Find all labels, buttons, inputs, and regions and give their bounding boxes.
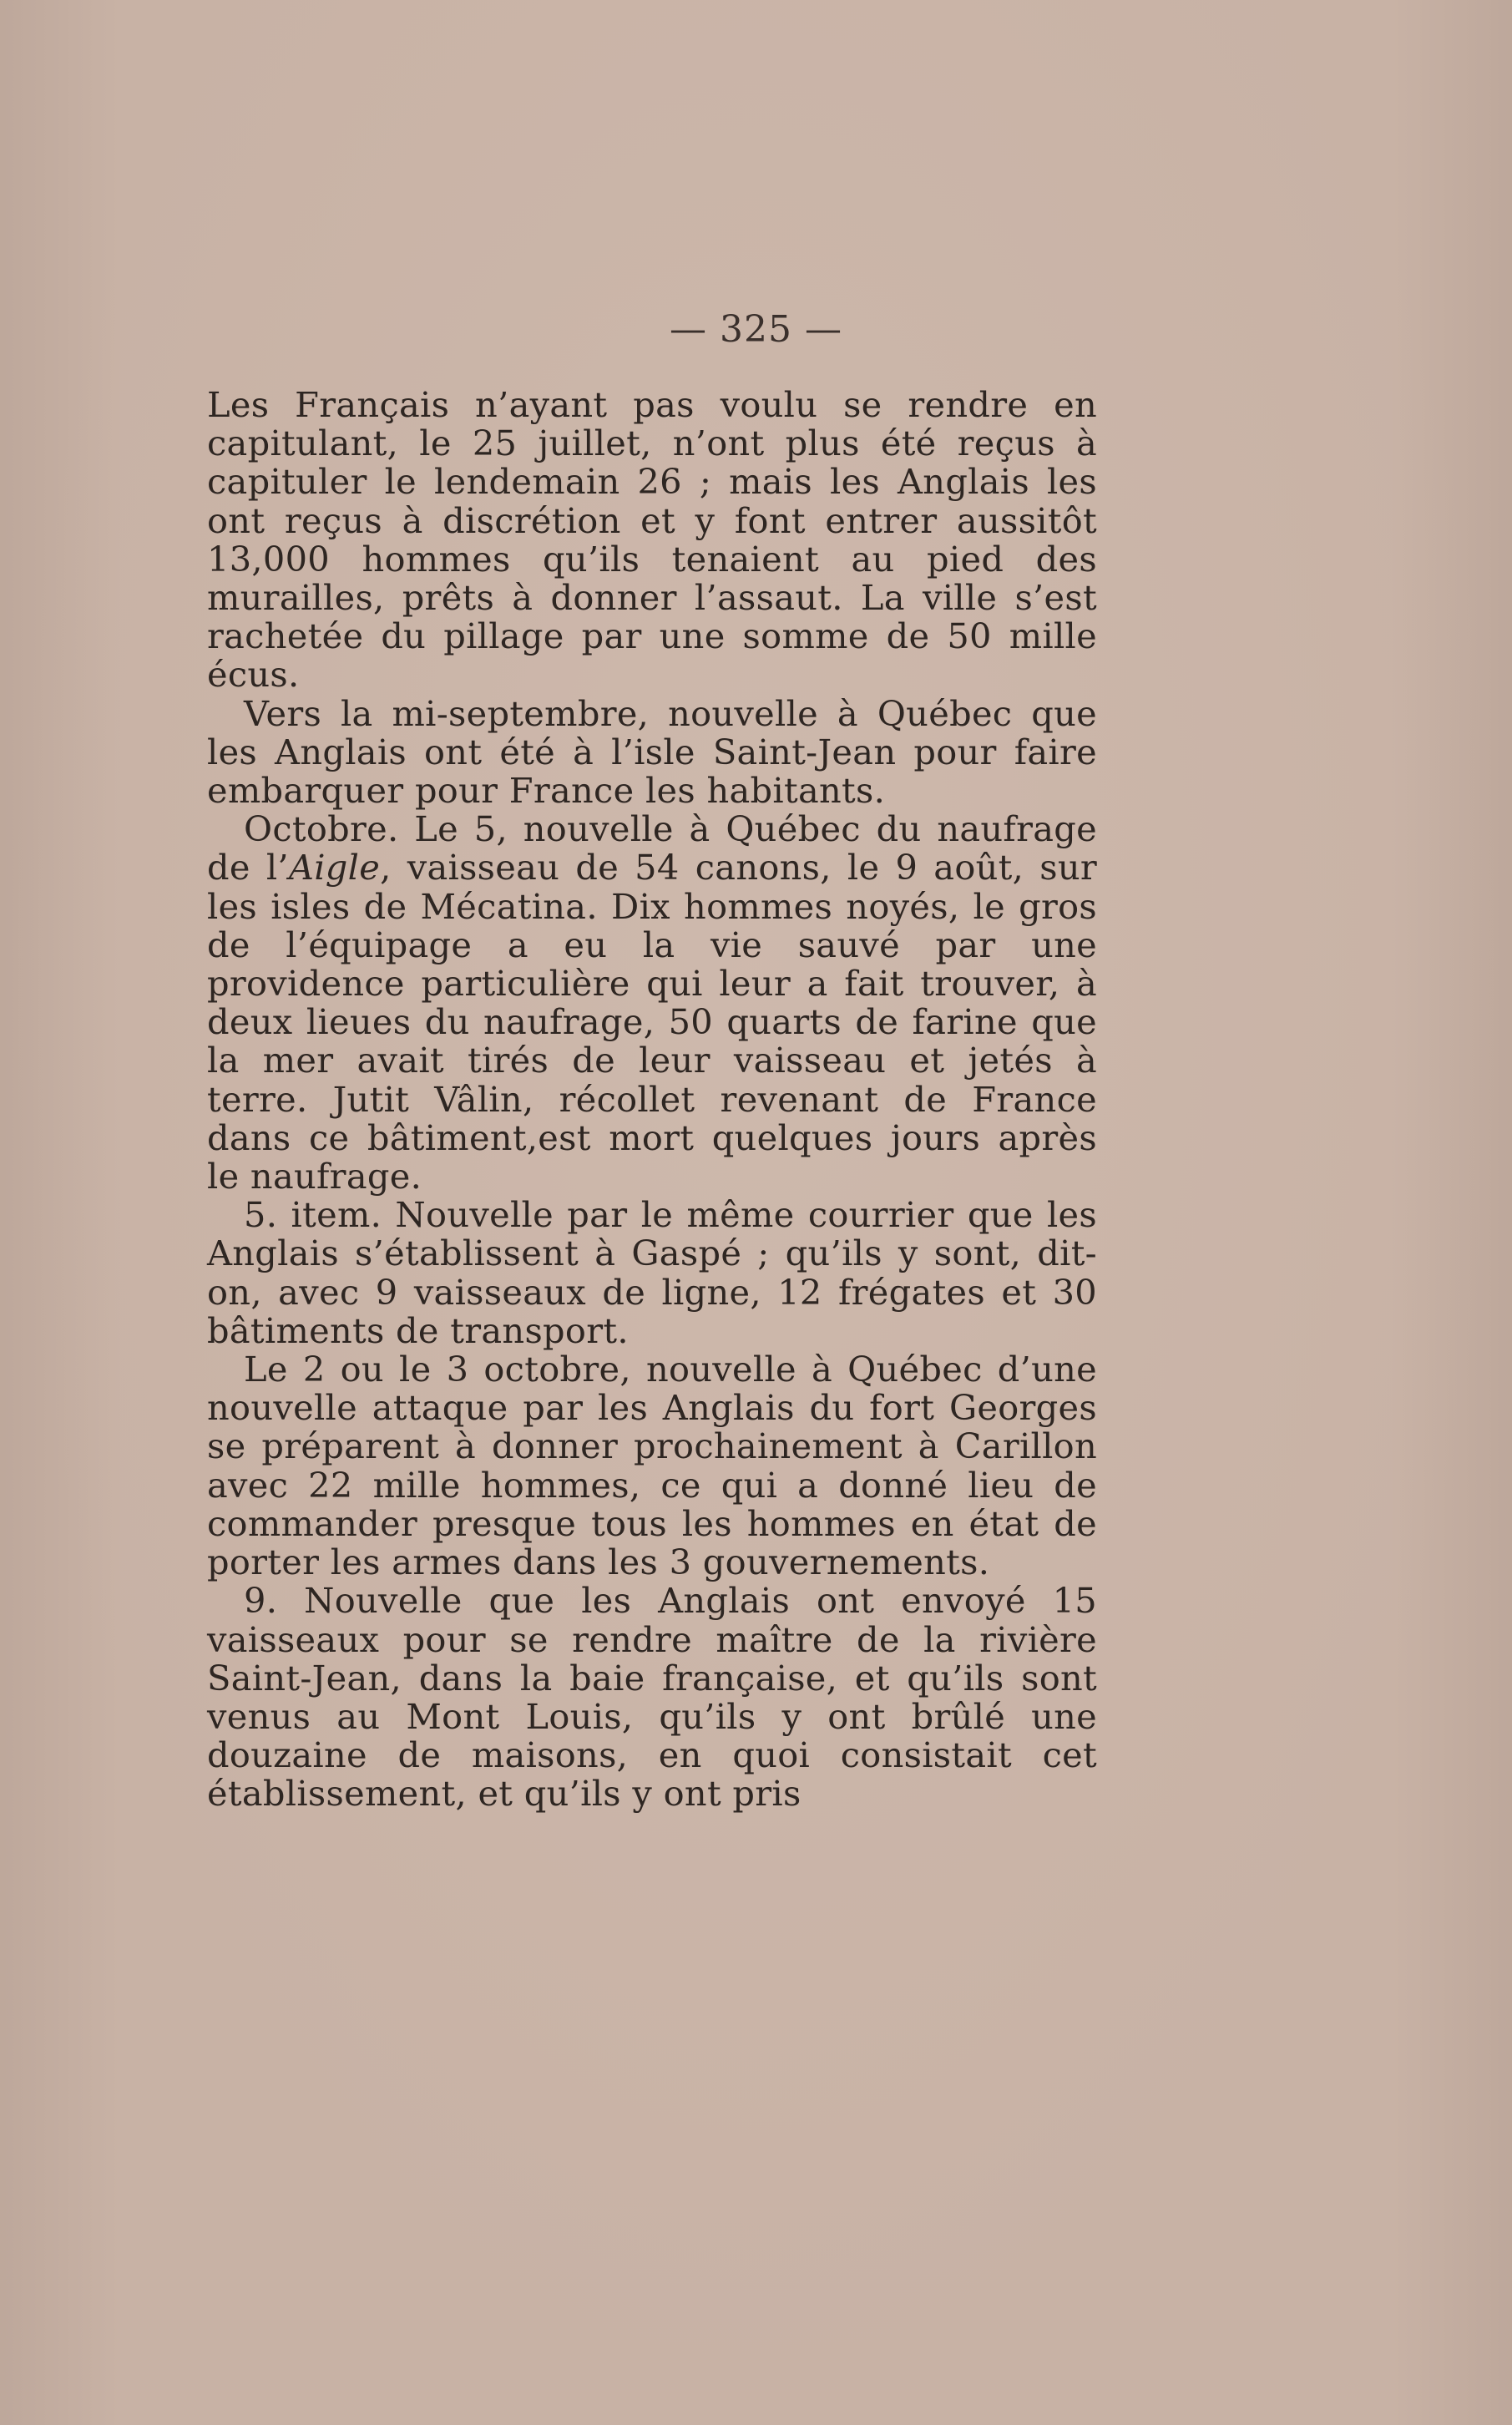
paragraph-1: Les Français n’ayant pas voulu se rendre en capitulant, le 25 juillet, n’ont plus été reçus à capituler le lendemain 26 ; mais les Anglais les ont reçus à discrétion et y font entrer aussitôt 13,000 hommes qu’ils tenaient au pied des murailles, prêts à donner l’assaut. La ville s’est rachetée du pillage par une somme de 50 mille écus.: [207, 384, 1097, 696]
paragraph-4: 5. item. Nouvelle par le même courrier que les Anglais s’établissent à Gaspé ; qu’ils y sont, dit-on, avec 9 vaisseaux de ligne, 12 frégates et 30 bâtiments de transport.: [207, 1194, 1097, 1351]
paragraph-5: Le 2 ou le 3 octobre, nouvelle à Québec d’une nouvelle attaque par les Anglais du fort Georges se préparent à donner prochainement à Carillon avec 22 mille hommes, ce qui a donné lieu de commander presque tous les hommes en état de porter les armes dans les 3 gouvernements.: [207, 1349, 1097, 1583]
page-number: — 325 —: [670, 308, 842, 351]
paragraph-3-text-before: Octobre. Le 5, nouvelle à Québec du naufrage de l’: [207, 808, 1097, 888]
paragraph-3: [207, 810, 1097, 1196]
body-text: [207, 386, 1097, 1814]
paragraph-6: 9. Nouvelle que les Anglais ont envoyé 15 vaisseaux pour se rendre maître de la rivière Saint-Jean, dans la baie française, et qu’ils sont venus au Mont Louis, qu’ils y ont brûlé une douzaine de maisons, en quoi consistait cet établissement, et qu’ils y ont pris: [207, 1580, 1097, 1815]
paragraph-3-text-after: , vaisseau de 54 canons, le 9 août, sur les isles de Mécatina. Dix hommes noyés, le gros de l’équipage a eu la vie sauvé par une providence particulière qui leur a fait trouver, à deux lieues du naufrage, 50 quarts de farine que la mer avait tirés de leur vaisseau et jetés à terre. Jutit Vâlin, récollet revenant de France dans ce bâtiment,est mort quelques jours après le naufrage.: [207, 847, 1098, 1197]
paragraph-2: Vers la mi-septembre, nouvelle à Québec que les Anglais ont été à l’isle Saint-Jean pour faire embarquer pour France les habitants.: [207, 692, 1097, 812]
ship-name-italic: Aigle: [288, 847, 381, 888]
